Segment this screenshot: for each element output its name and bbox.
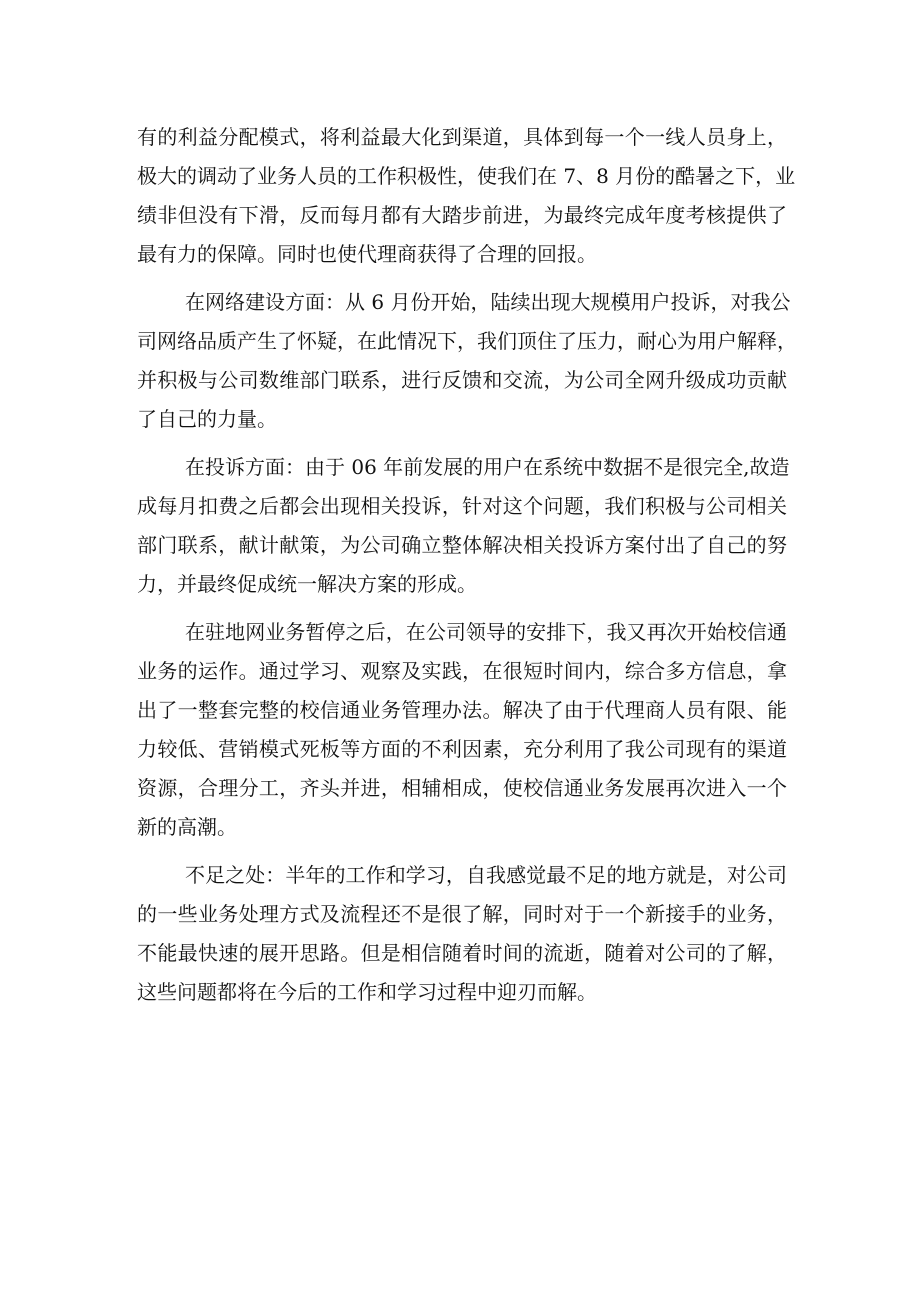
paragraph-network-construction	[137, 283, 797, 439]
text-line: 业务的运作。通过学习、观察及实践，在很短时间内，综合多方信息，拿	[137, 659, 787, 683]
text-line: 司网络品质产生了怀疑，在此情况下，我们顶住了压力，耐心为用户解释，	[137, 329, 797, 353]
text-line: 力较低、营销模式死板等方面的不利因素，充分利用了我公司现有的渠道	[137, 737, 787, 761]
text-line: 在投诉方面：由于 06 年前发展的用户在系统中数据不是很完全,故造	[185, 455, 790, 479]
text-line: 了自己的力量。	[137, 407, 277, 431]
text-line: 绩非但没有下滑，反而每月都有大踏步前进，为最终完成年度考核提供了	[137, 203, 787, 227]
text-line: 最有力的保障。同时也使代理商获得了合理的回报。	[137, 242, 597, 266]
text-line: 出了一整套完整的校信通业务管理办法。解决了由于代理商人员有限、能	[137, 698, 787, 722]
text-line: 在驻地网业务暂停之后，在公司领导的安排下，我又再次开始校信通	[185, 620, 787, 644]
text-line: 有的利益分配模式，将利益最大化到渠道，具体到每一个一线人员身上，	[137, 125, 787, 149]
text-line: 在网络建设方面：从 6 月份开始，陆续出现大规模用户投诉，对我公	[185, 290, 791, 314]
text-line: 极大的调动了业务人员的工作积极性，使我们在 7、8 月份的酷暑之下，业	[137, 164, 796, 188]
text-line: 新的高潮。	[137, 815, 237, 839]
text-line: 力，并最终促成统一解决方案的形成。	[137, 572, 477, 596]
paragraph-profit-distribution	[137, 118, 796, 274]
text-line: 并积极与公司数维部门联系，进行反馈和交流，为公司全网升级成功贡献	[137, 368, 787, 392]
text-line: 部门联系，献计献策，为公司确立整体解决相关投诉方案付出了自己的努	[137, 533, 787, 557]
document-body	[137, 118, 797, 1021]
text-line: 成每月扣费之后都会出现相关投诉，针对这个问题，我们积极与公司相关	[137, 494, 787, 518]
paragraph-complaints	[137, 448, 790, 604]
text-line: 资源，合理分工，齐头并进，相辅相成，使校信通业务发展再次进入一个	[137, 776, 787, 800]
paragraph-shortcomings	[137, 856, 787, 1012]
text-line: 这些问题都将在今后的工作和学习过程中迎刃而解。	[137, 980, 597, 1004]
paragraph-campus-service	[137, 613, 787, 847]
text-line: 不能最快速的展开思路。但是相信随着时间的流逝，随着对公司的了解，	[137, 941, 787, 965]
text-line: 不足之处：半年的工作和学习，自我感觉最不足的地方就是，对公司	[185, 863, 787, 887]
text-line: 的一些业务处理方式及流程还不是很了解，同时对于一个新接手的业务，	[137, 902, 787, 926]
